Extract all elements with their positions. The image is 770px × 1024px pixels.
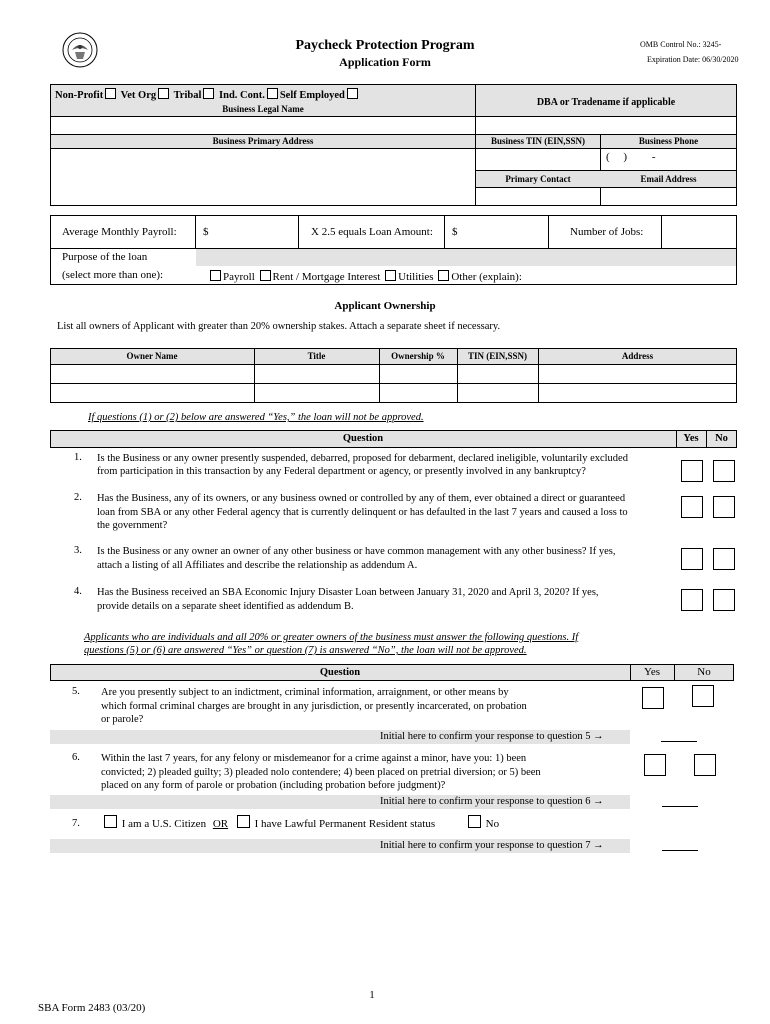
- section2-warning: Applicants who are individuals and all 20% or greater owners of the business must answer the following questions. If questions (5) or (6) are answered “Yes” or question (7) is answered “No”, the loan will not be approved.: [84, 632, 579, 656]
- section2-no-header: No: [697, 666, 711, 678]
- dba-field[interactable]: [476, 117, 736, 134]
- q1-no-checkbox[interactable]: [713, 460, 735, 482]
- purpose-other: Other (explain):: [451, 271, 522, 283]
- q6-initial-line[interactable]: [662, 806, 698, 807]
- q6-number: 6.: [72, 752, 80, 763]
- jobs-label: Number of Jobs:: [570, 226, 644, 238]
- business-type-options: [55, 88, 360, 101]
- ownership-instruction: List all owners of Applicant with greater than 20% ownership stakes. Attach a separate sheet if necessary.: [57, 321, 501, 332]
- phone-label: Business Phone: [638, 136, 699, 146]
- email-field[interactable]: [601, 188, 736, 205]
- q2-text: Has the Business, any of its owners, or any business owned or controlled by any of them, ever obtained a direct or guaranteed loan from SBA or any other Federal agency that is currently delinquent or has defaulted in the last 7 years and caused a loss to the government?: [97, 493, 628, 531]
- q6-initial-label: Initial here to confirm your response to question 6 →: [380, 796, 604, 807]
- vetorg-checkbox[interactable]: [158, 88, 169, 99]
- indcont-checkbox[interactable]: [267, 88, 278, 99]
- email-label: Email Address: [640, 174, 697, 184]
- business-type-selfemployed: Self Employed: [279, 90, 345, 101]
- nonprofit-checkbox[interactable]: [105, 88, 116, 99]
- q2-number: 2.: [74, 492, 82, 503]
- q4-text: Has the Business received an SBA Economic Injury Disaster Loan between January 31, 2020 and April 3, 2020? If yes, provide details on a separate sheet identified as addendum B.: [97, 587, 599, 612]
- primary-address-field[interactable]: [51, 149, 475, 205]
- section2-question-header: Question: [319, 667, 361, 678]
- section1-question-header: Question: [342, 433, 384, 444]
- form-title: Paycheck Protection Program: [295, 38, 475, 53]
- q5-number: 5.: [72, 686, 80, 697]
- q7-citizen-checkbox[interactable]: [104, 815, 117, 828]
- q6-no-checkbox[interactable]: [694, 754, 716, 776]
- rent-checkbox[interactable]: [260, 270, 271, 281]
- business-type-vetorg: Vet Org: [120, 90, 157, 101]
- page-number: 1: [369, 989, 375, 1001]
- section1-yes-header: Yes: [683, 433, 699, 444]
- omb-control-number: OMB Control No.: 3245-: [640, 40, 722, 49]
- jobs-field[interactable]: [662, 217, 736, 246]
- business-type-tribal: Tribal: [173, 90, 202, 101]
- q3-number: 3.: [74, 545, 82, 556]
- q3-text: Is the Business or any owner an owner of any other business or have common management with any other business? If yes, attach a listing of all Affiliates and describe the relationship as addendum A.: [97, 546, 616, 571]
- q5-yes-checkbox[interactable]: [642, 687, 664, 709]
- sba-seal-logo: [62, 32, 98, 68]
- q6-yes-checkbox[interactable]: [644, 754, 666, 776]
- dba-label: DBA or Tradename if applicable: [536, 97, 676, 108]
- loan-dollar: $: [452, 226, 458, 238]
- tin-field[interactable]: [476, 149, 600, 170]
- purpose-rent: Rent / Mortgage Interest: [272, 271, 381, 283]
- q7-no-checkbox[interactable]: [468, 815, 481, 828]
- q5-text: Are you presently subject to an indictment, criminal information, arraignment, or other means by which formal criminal charges are brought in any jurisdiction, or presently incarcerated, on probation or parole?: [101, 687, 527, 725]
- q3-no-checkbox[interactable]: [713, 548, 735, 570]
- owner-row-2[interactable]: [51, 384, 736, 402]
- q7-lpr-label: I have Lawful Permanent Resident status: [254, 818, 436, 830]
- q7-options: [102, 815, 499, 830]
- primary-contact-field[interactable]: [476, 188, 600, 205]
- phone-field[interactable]: ( ) -: [606, 151, 656, 163]
- ownership-heading: Applicant Ownership: [334, 300, 436, 312]
- q2-no-checkbox[interactable]: [713, 496, 735, 518]
- payroll-dollar: $: [203, 226, 209, 238]
- col-ownership-pct: Ownership %: [391, 351, 445, 361]
- form-subtitle: Application Form: [339, 55, 431, 69]
- payroll-field[interactable]: [213, 217, 297, 246]
- loan-amount-field[interactable]: [462, 217, 547, 246]
- purpose-label-line2: (select more than one):: [62, 269, 164, 281]
- section1-no-header: No: [715, 433, 728, 444]
- section1-warning: If questions (1) or (2) below are answered “Yes,” the loan will not be approved.: [88, 412, 424, 423]
- loan-multiplier-label: X 2.5 equals Loan Amount:: [311, 226, 433, 238]
- payroll-label: Average Monthly Payroll:: [62, 226, 177, 238]
- q4-yes-checkbox[interactable]: [681, 589, 703, 611]
- purpose-label-line1: Purpose of the loan: [62, 251, 148, 263]
- q7-number: 7.: [72, 818, 80, 829]
- q7-initial-label: Initial here to confirm your response to question 7 →: [380, 840, 604, 851]
- col-title: Title: [307, 351, 326, 361]
- q3-yes-checkbox[interactable]: [681, 548, 703, 570]
- q2-yes-checkbox[interactable]: [681, 496, 703, 518]
- q7-lpr-checkbox[interactable]: [237, 815, 250, 828]
- business-type-indcont: Ind. Cont.: [219, 90, 265, 101]
- owner-row-1[interactable]: [51, 365, 736, 383]
- legal-name-field[interactable]: [51, 117, 475, 134]
- form-id: SBA Form 2483 (03/20): [38, 1002, 146, 1014]
- other-checkbox[interactable]: [438, 270, 449, 281]
- business-type-nonprofit: Non-Profit: [55, 90, 104, 101]
- q7-citizen-label: I am a U.S. Citizen: [121, 818, 207, 830]
- payroll-checkbox[interactable]: [210, 270, 221, 281]
- purpose-payroll: Payroll: [223, 271, 255, 283]
- purpose-utilities: Utilities: [398, 271, 434, 283]
- tin-label: Business TIN (EIN,SSN): [490, 136, 586, 146]
- primary-contact-label: Primary Contact: [505, 174, 571, 184]
- q7-no-label: No: [485, 818, 500, 830]
- selfemployed-checkbox[interactable]: [347, 88, 358, 99]
- legal-name-label: Business Legal Name: [222, 104, 304, 114]
- q5-no-checkbox[interactable]: [692, 685, 714, 707]
- q5-initial-line[interactable]: [661, 741, 697, 742]
- col-owner-name: Owner Name: [126, 351, 178, 361]
- utilities-checkbox[interactable]: [385, 270, 396, 281]
- q5-initial-label: Initial here to confirm your response to question 5 →: [380, 731, 604, 742]
- purpose-options: [208, 270, 522, 283]
- q7-initial-line[interactable]: [662, 850, 698, 851]
- q4-no-checkbox[interactable]: [713, 589, 735, 611]
- expiration-date: Expiration Date: 06/30/2020: [647, 55, 739, 64]
- q1-yes-checkbox[interactable]: [681, 460, 703, 482]
- section2-yes-header: Yes: [643, 666, 660, 678]
- tribal-checkbox[interactable]: [203, 88, 214, 99]
- col-address: Address: [621, 351, 654, 361]
- q1-text: Is the Business or any owner presently suspended, debarred, proposed for debarment, declared ineligible, voluntarily excluded from participation in this transaction by any Federal department or agency, or presently involved in any bankruptcy?: [97, 453, 628, 477]
- q7-or-label: OR: [212, 818, 229, 830]
- q4-number: 4.: [74, 586, 82, 597]
- primary-address-label: Business Primary Address: [212, 136, 314, 146]
- q1-number: 1.: [74, 452, 82, 463]
- col-tin: TIN (EIN,SSN): [467, 351, 527, 361]
- q6-text: Within the last 7 years, for any felony or misdemeanor for a crime against a minor, have you: 1) been convicted; 2) pleaded guilty; 3) pleaded nolo contendere; 4) been placed on pretrial diversion; or 5) been placed on any form of parole or probation (including probation before judgment)?: [101, 753, 541, 791]
